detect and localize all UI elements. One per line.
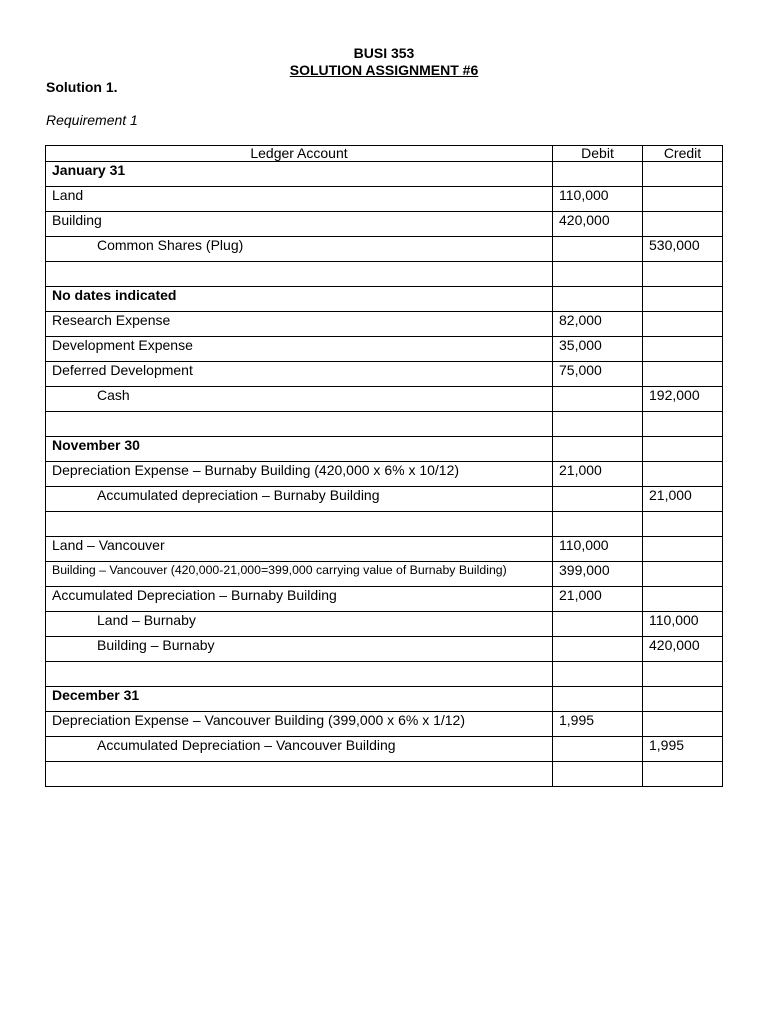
table-row (46, 562, 723, 587)
table-row (46, 487, 723, 512)
debit-cell (553, 512, 643, 537)
debit-cell: 75,000 (553, 362, 643, 387)
date-heading: No dates indicated (46, 287, 553, 312)
table-row (46, 437, 723, 462)
debit-cell (553, 687, 643, 712)
credit-cell (643, 437, 723, 462)
account-cell: Land – Burnaby (46, 612, 553, 637)
account-cell (46, 512, 553, 537)
account-cell: Building – Vancouver (420,000-21,000=399,000 carrying value of Burnaby Building) (46, 562, 553, 587)
debit-cell (553, 637, 643, 662)
debit-cell: 110,000 (553, 537, 643, 562)
debit-cell (553, 762, 643, 787)
debit-cell: 21,000 (553, 587, 643, 612)
credit-cell (643, 587, 723, 612)
account-cell: Cash (46, 387, 553, 412)
column-header-debit: Debit (553, 146, 643, 162)
table-row (46, 662, 723, 687)
debit-cell (553, 262, 643, 287)
assignment-title-text: SOLUTION ASSIGNMENT #6 (289, 62, 479, 78)
credit-cell (643, 212, 723, 237)
date-heading: December 31 (46, 687, 553, 712)
date-heading: November 30 (46, 437, 553, 462)
account-cell: Accumulated depreciation – Burnaby Building (46, 487, 553, 512)
table-row (46, 162, 723, 187)
credit-cell: 420,000 (643, 637, 723, 662)
credit-cell (643, 412, 723, 437)
account-cell: Accumulated Depreciation – Vancouver Building (46, 737, 553, 762)
debit-cell (553, 737, 643, 762)
credit-cell (643, 662, 723, 687)
debit-cell (553, 237, 643, 262)
credit-cell (643, 362, 723, 387)
account-cell: Deferred Development (46, 362, 553, 387)
table-row (46, 537, 723, 562)
credit-cell: 1,995 (643, 737, 723, 762)
account-cell: Depreciation Expense – Vancouver Building (399,000 x 6% x 1/12) (46, 712, 553, 737)
debit-cell: 35,000 (553, 337, 643, 362)
credit-cell: 192,000 (643, 387, 723, 412)
table-header-row (46, 146, 723, 162)
debit-cell (553, 612, 643, 637)
credit-cell: 110,000 (643, 612, 723, 637)
credit-cell (643, 712, 723, 737)
table-row (46, 337, 723, 362)
debit-cell: 1,995 (553, 712, 643, 737)
account-cell: Research Expense (46, 312, 553, 337)
table-row (46, 362, 723, 387)
account-cell: Common Shares (Plug) (46, 237, 553, 262)
column-header-credit: Credit (643, 146, 723, 162)
table-row (46, 387, 723, 412)
table-row (46, 737, 723, 762)
credit-cell (643, 187, 723, 212)
debit-cell: 110,000 (553, 187, 643, 212)
table-row (46, 237, 723, 262)
credit-cell (643, 312, 723, 337)
credit-cell (643, 162, 723, 187)
requirement-heading: Requirement 1 (46, 112, 138, 128)
table-row (46, 712, 723, 737)
debit-cell (553, 487, 643, 512)
table-row (46, 462, 723, 487)
table-row (46, 762, 723, 787)
credit-cell: 21,000 (643, 487, 723, 512)
account-cell (46, 762, 553, 787)
account-cell: Depreciation Expense – Burnaby Building (420,000 x 6% x 10/12) (46, 462, 553, 487)
debit-cell (553, 287, 643, 312)
credit-cell: 530,000 (643, 237, 723, 262)
debit-cell (553, 412, 643, 437)
debit-cell: 399,000 (553, 562, 643, 587)
table-row (46, 212, 723, 237)
account-cell: Building – Burnaby (46, 637, 553, 662)
credit-cell (643, 262, 723, 287)
debit-cell: 420,000 (553, 212, 643, 237)
table-row (46, 637, 723, 662)
credit-cell (643, 762, 723, 787)
account-cell (46, 662, 553, 687)
table-row (46, 512, 723, 537)
table-row (46, 262, 723, 287)
table-row (46, 587, 723, 612)
account-cell (46, 262, 553, 287)
solution-heading: Solution 1. (46, 79, 118, 95)
credit-cell (643, 562, 723, 587)
debit-cell: 21,000 (553, 462, 643, 487)
credit-cell (643, 337, 723, 362)
debit-cell (553, 162, 643, 187)
account-cell: Land – Vancouver (46, 537, 553, 562)
course-code: BUSI 353 (353, 45, 415, 61)
table-row (46, 312, 723, 337)
table-row (46, 687, 723, 712)
account-cell: Development Expense (46, 337, 553, 362)
debit-cell (553, 437, 643, 462)
table-row (46, 612, 723, 637)
credit-cell (643, 687, 723, 712)
credit-cell (643, 287, 723, 312)
account-cell (46, 412, 553, 437)
credit-cell (643, 537, 723, 562)
credit-cell (643, 512, 723, 537)
account-cell: Building (46, 212, 553, 237)
account-cell: Accumulated Depreciation – Burnaby Building (46, 587, 553, 612)
table-row (46, 287, 723, 312)
date-heading: January 31 (46, 162, 553, 187)
account-cell: Land (46, 187, 553, 212)
column-header-account: Ledger Account (46, 146, 553, 162)
credit-cell (643, 462, 723, 487)
debit-cell (553, 662, 643, 687)
debit-cell: 82,000 (553, 312, 643, 337)
ledger-table (45, 145, 723, 787)
assignment-title (0, 62, 768, 78)
table-row (46, 412, 723, 437)
debit-cell (553, 387, 643, 412)
table-row (46, 187, 723, 212)
